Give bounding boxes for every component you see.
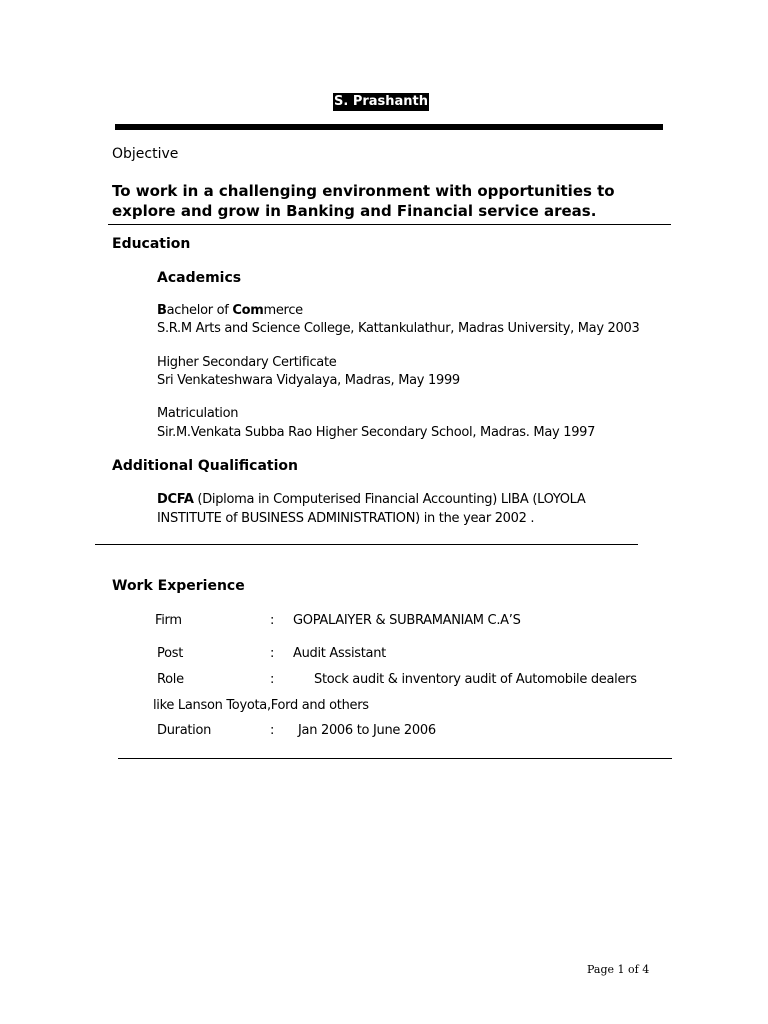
degree-suffix: merce [263, 303, 303, 318]
work-rule [118, 758, 672, 759]
additional-line1 [157, 492, 586, 507]
education-heading: Education [112, 236, 191, 252]
page-number: Page 1 of 4 [587, 963, 650, 976]
objective-label: Objective [112, 146, 179, 162]
header-rule [115, 124, 663, 130]
work-sep-post: : [270, 646, 275, 661]
degree-mid: achelor of [166, 303, 233, 318]
dcfa-desc: (Diploma in Computerised Financial Accounting) LIBA (LOYOLA [193, 492, 586, 507]
additional-heading: Additional Qualification [112, 458, 298, 474]
work-key-firm: Firm [155, 613, 182, 628]
degree-title [157, 303, 303, 318]
work-sep-firm: : [270, 613, 275, 628]
work-value-post: Audit Assistant [293, 646, 386, 661]
hsc-institution: Sri Venkateshwara Vidyalaya, Madras, May 1999 [157, 373, 460, 388]
degree-com: Com [232, 303, 264, 318]
work-sep-role: : [270, 672, 275, 687]
degree-initial: B [157, 303, 167, 318]
academics-heading: Academics [157, 270, 242, 286]
dcfa-abbr: DCFA [157, 492, 194, 507]
degree-institution: S.R.M Arts and Science College, Kattankulathur, Madras University, May 2003 [157, 321, 640, 336]
work-value-firm: GOPALAIYER & SUBRAMANIAM C.A’S [293, 613, 521, 628]
work-sep-duration: : [270, 723, 275, 738]
work-key-post: Post [157, 646, 183, 661]
hsc-title: Higher Secondary Certificate [157, 355, 337, 370]
additional-rule [95, 544, 638, 545]
matric-institution: Sir.M.Venkata Subba Rao Higher Secondary School, Madras. May 1997 [157, 425, 596, 440]
additional-line2: INSTITUTE of BUSINESS ADMINISTRATION) in the year 2002 . [157, 511, 535, 526]
work-role-continuation: like Lanson Toyota,Ford and others [153, 698, 369, 713]
work-heading: Work Experience [112, 578, 245, 594]
work-key-duration: Duration [157, 723, 212, 738]
resume-name: S. Prashanth [334, 94, 429, 109]
work-key-role: Role [157, 672, 184, 687]
objective-rule [108, 224, 671, 225]
objective-text: To work in a challenging environment with opportunities to explore and grow in Banking and Financial service areas. [112, 182, 615, 220]
matric-title: Matriculation [157, 406, 239, 421]
work-value-duration: Jan 2006 to June 2006 [298, 723, 436, 738]
work-value-role: Stock audit & inventory audit of Automobile dealers [314, 672, 637, 687]
